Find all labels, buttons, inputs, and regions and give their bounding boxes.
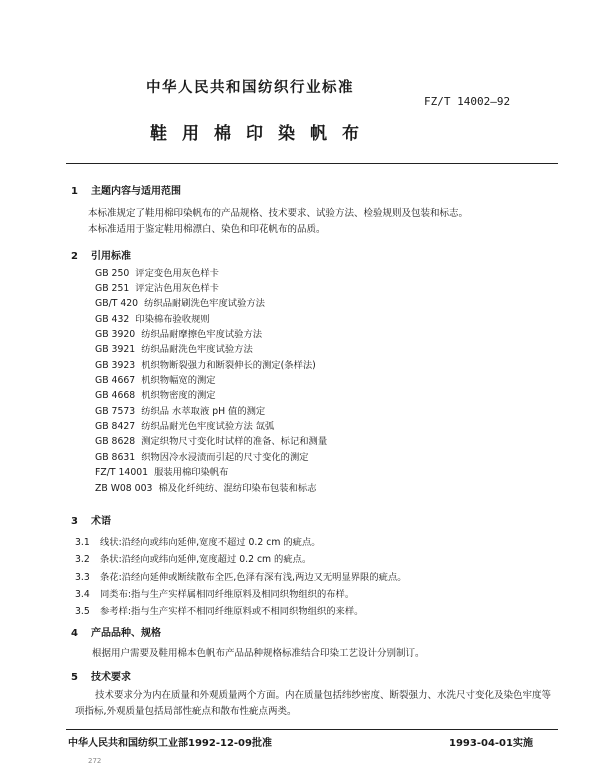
term-number: 3.4 (75, 589, 90, 600)
section-title: 技术要求 (91, 672, 131, 683)
section-number: 3 (71, 516, 78, 527)
reference-text: 测定织物尺寸变化时试样的准备、标记和测量 (141, 436, 328, 447)
section-1-heading (71, 182, 181, 197)
reference-text: 纺织品 水萃取液 pH 值的测定 (141, 406, 266, 417)
document-title: 鞋用棉印染帆布 (150, 124, 374, 144)
term-number: 3.3 (75, 572, 90, 583)
reference-text: 棉及化纤纯纺、混纺印染布包装和标志 (158, 483, 317, 494)
section-number: 2 (71, 251, 78, 262)
reference-item (95, 465, 228, 480)
reference-text: 纺织品耐洗色牢度试验方法 (141, 344, 253, 355)
term-text: 条花:沿经向延伸或断续散布全匹,色泽有深有浅,两边又无明显界限的疵点。 (100, 572, 407, 583)
section-4-heading (71, 624, 161, 639)
bottom-divider (66, 729, 558, 730)
standard-code: FZ/T 14002—92 (424, 95, 511, 108)
reference-text: 织物因冷水浸渍而引起的尺寸变化的测定 (141, 452, 309, 463)
section-number: 5 (71, 672, 78, 683)
reference-text: 机织物幅宽的测定 (141, 375, 216, 386)
reference-item (95, 450, 309, 465)
reference-text: 印染棉布验收规则 (135, 314, 210, 325)
reference-item (95, 388, 216, 403)
term-text: 参考样:指与生产实样不相同纤维原料或不相同织物组织的来样。 (100, 606, 364, 617)
term-number: 3.1 (75, 537, 90, 548)
reference-code: GB 250 (95, 268, 130, 279)
reference-item (95, 327, 262, 342)
section-2-heading (71, 247, 131, 262)
paragraph: 根据用户需要及鞋用棉本色帆布产品品种规格标准结合印染工艺设计分别制订。 (92, 648, 425, 659)
reference-item (95, 481, 317, 496)
term-item (75, 569, 407, 583)
reference-code: ZB W08 003 (95, 483, 153, 494)
reference-code: GB 7573 (95, 406, 136, 417)
reference-item (95, 266, 219, 281)
approval-line: 中华人民共和国纺织工业部1992-12-09批准 (68, 738, 272, 749)
issuer-heading: 中华人民共和国纺织行业标准 (146, 80, 354, 96)
reference-text: 纺织品耐摩擦色牢度试验方法 (141, 329, 263, 340)
reference-item (95, 296, 265, 311)
term-item (75, 586, 354, 600)
reference-code: GB 8628 (95, 436, 136, 447)
term-text: 条状:沿经向或纬向延伸,宽度超过 0.2 cm 的疵点。 (100, 554, 312, 565)
reference-item (95, 342, 253, 357)
term-text: 线状:沿经向或纬向延伸,宽度不超过 0.2 cm 的疵点。 (100, 537, 321, 548)
reference-item (95, 419, 274, 434)
reference-code: GB 432 (95, 314, 130, 325)
term-item (75, 534, 321, 548)
top-divider (66, 163, 558, 164)
term-item (75, 603, 363, 617)
reference-code: GB 251 (95, 283, 130, 294)
page-number: 272 (88, 757, 102, 765)
term-number: 3.5 (75, 606, 90, 617)
reference-item (95, 404, 265, 419)
reference-code: GB 3920 (95, 329, 136, 340)
reference-code: FZ/T 14001 (95, 467, 149, 478)
reference-item (95, 434, 327, 449)
section-number: 4 (71, 628, 78, 639)
reference-text: 机织物断裂强力和断裂伸长的测定(条样法) (141, 360, 316, 371)
reference-item (95, 358, 316, 373)
reference-code: GB/T 420 (95, 298, 139, 309)
reference-text: 机织物密度的测定 (141, 390, 216, 401)
section-3-heading (71, 512, 111, 527)
paragraph: 技术要求分为内在质量和外观质量两个方面。内在质量包括纬纱密度、断裂强力、水洗尺寸变化及染色牢度等项指标,外观质量包括局部性疵点和散布性疵点两类。 (75, 690, 552, 717)
section-title: 产品品种、规格 (91, 628, 161, 639)
term-number: 3.2 (75, 554, 90, 565)
reference-text: 评定沾色用灰色样卡 (135, 283, 219, 294)
paragraph: 本标准规定了鞋用棉印染帆布的产品规格、技术要求、试验方法、检验规则及包装和标志。 (88, 208, 469, 219)
section-5-heading (71, 668, 131, 683)
section-number: 1 (71, 186, 78, 197)
reference-text: 纺织品耐刷洗色牢度试验方法 (144, 298, 265, 309)
section-title: 术语 (91, 516, 111, 527)
reference-code: GB 8631 (95, 452, 136, 463)
reference-code: GB 8427 (95, 421, 136, 432)
reference-text: 评定变色用灰色样卡 (135, 268, 219, 279)
implementation-date: 1993-04-01实施 (449, 738, 533, 749)
reference-item (95, 373, 216, 388)
reference-code: GB 3923 (95, 360, 136, 371)
paragraph: 本标准适用于鉴定鞋用棉漂白、染色和印花帆布的品质。 (88, 224, 326, 235)
reference-item (95, 281, 219, 296)
term-item (75, 551, 311, 565)
section-title: 引用标准 (91, 251, 131, 262)
term-text: 同类布:指与生产实样属相同纤维原料及相同织物组织的布样。 (100, 589, 355, 600)
reference-text: 纺织品耐光色牢度试验方法 氙弧 (141, 421, 275, 432)
section-title: 主题内容与适用范围 (91, 186, 181, 197)
reference-code: GB 3921 (95, 344, 136, 355)
reference-item (95, 312, 210, 327)
reference-code: GB 4667 (95, 375, 136, 386)
reference-code: GB 4668 (95, 390, 136, 401)
reference-text: 服装用棉印染帆布 (154, 467, 229, 478)
